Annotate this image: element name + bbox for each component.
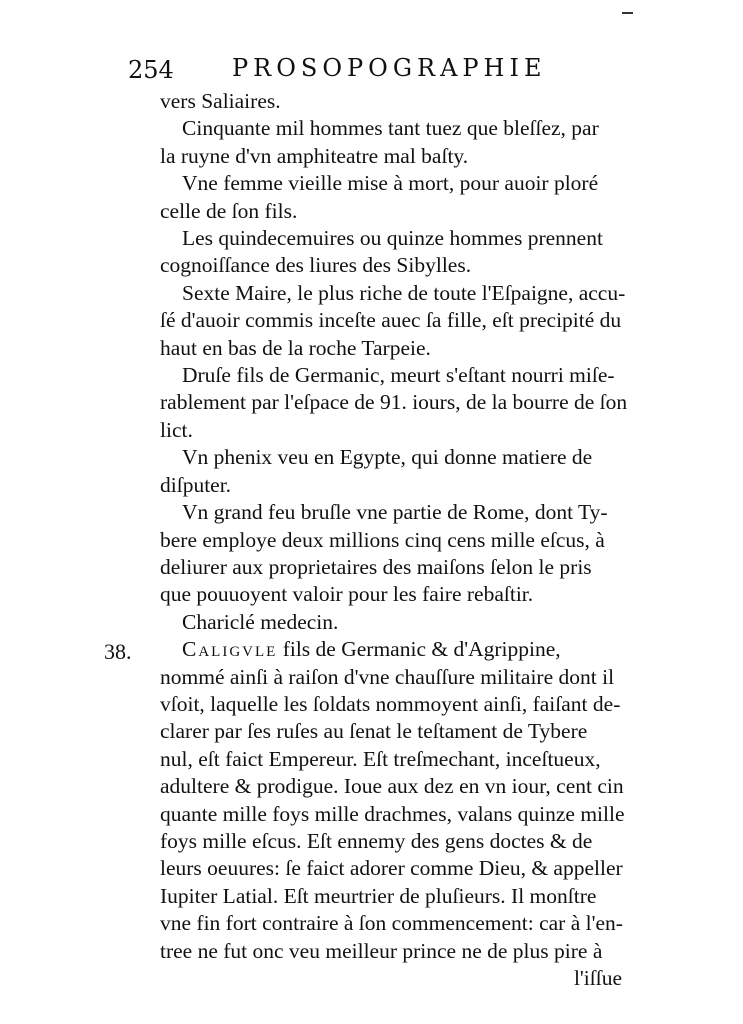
catchword: l'iſſue xyxy=(573,966,622,990)
text-line: vers Saliaires. xyxy=(160,89,281,113)
text-line: leurs oeuures: ſe faict adorer comme Dieu, & appeller xyxy=(160,856,623,881)
text-line: bere employe deux millions cinq cens mille eſcus, à xyxy=(160,527,605,552)
text-line xyxy=(160,636,640,663)
text-line: adultere & prodigue. Ioue aux dez en vn iour, cent cin xyxy=(160,774,624,799)
text-line: Cinquante mil hommes tant tuez que bleſſez, par xyxy=(182,116,599,141)
text-line: Vn phenix veu en Egypte, qui donne matiere de xyxy=(182,445,593,470)
text-line: Druſe fils de Germanic, meurt s'eſtant nourri miſe- xyxy=(182,363,615,388)
text-line: diſputer. xyxy=(160,472,232,497)
text-line: Iupiter Latial. Eſt meurtrier de pluſieurs. Il monſtre xyxy=(160,883,597,908)
text-line: rablement par l'eſpace de 91. iours, de la bourre de ſon xyxy=(160,390,628,415)
text-line: Sexte Maire, le plus riche de toute l'Eſpaigne, accu- xyxy=(182,280,626,305)
text-line: nommé ainſi à raiſon d'vne chauſſure militaire dont il xyxy=(160,664,615,689)
text-line: vne fin fort contraire à ſon commencement: car à l'en- xyxy=(160,911,623,936)
text-line: que pouuoyent valoir pour les faire rebaſtir. xyxy=(160,582,534,607)
text-line: deliurer aux proprietaires des maiſons ſelon le pris xyxy=(160,554,592,579)
text-line: Vne femme vieille mise à mort, pour auoir ploré xyxy=(182,171,599,196)
text-line: ſé d'auoir commis inceſte auec ſa fille, eſt precipité du xyxy=(160,308,622,333)
text-line: Les quindecemuires ou quinze hommes prennent xyxy=(182,226,603,251)
text-line: la ruyne d'vn amphiteatre mal baſty. xyxy=(160,143,469,168)
entry-text: fils de Germanic & d'Agrippine, xyxy=(282,637,561,662)
caligula-name: Caligvle xyxy=(182,637,278,662)
text-line: nul, eſt faict Empereur. Eſt treſmechant, inceſtueux, xyxy=(160,746,601,771)
text-line: lict. xyxy=(160,417,193,442)
page-number: 254 xyxy=(128,56,174,84)
text-line: cognoiſſance des liures des Sibylles. xyxy=(160,253,472,278)
text-line: vſoit, laquelle les ſoldats nommoyent ainſi, faiſant de- xyxy=(160,691,621,716)
text-line: clarer par ſes ruſes au ſenat le teſtament de Tybere xyxy=(160,719,588,744)
text-line: Chariclé medecin. xyxy=(182,609,339,634)
body-text xyxy=(160,88,640,992)
text-line: haut en bas de la roche Tarpeie. xyxy=(160,335,431,360)
text-line: celle de ſon fils. xyxy=(160,198,298,223)
text-line: tree ne fut onc veu meilleur prince ne de plus pire à xyxy=(160,938,603,963)
corner-mark xyxy=(622,12,633,14)
text-line: Vn grand feu bruſle vne partie de Rome, dont Ty- xyxy=(182,500,608,525)
running-head: PROSOPOGRAPHIE xyxy=(232,54,547,82)
entry-number: 38. xyxy=(104,639,132,664)
text-line: foys mille eſcus. Eſt ennemy des gens doctes & de xyxy=(160,828,593,853)
text-line: quante mille foys mille drachmes, valans quinze mille xyxy=(160,801,625,826)
